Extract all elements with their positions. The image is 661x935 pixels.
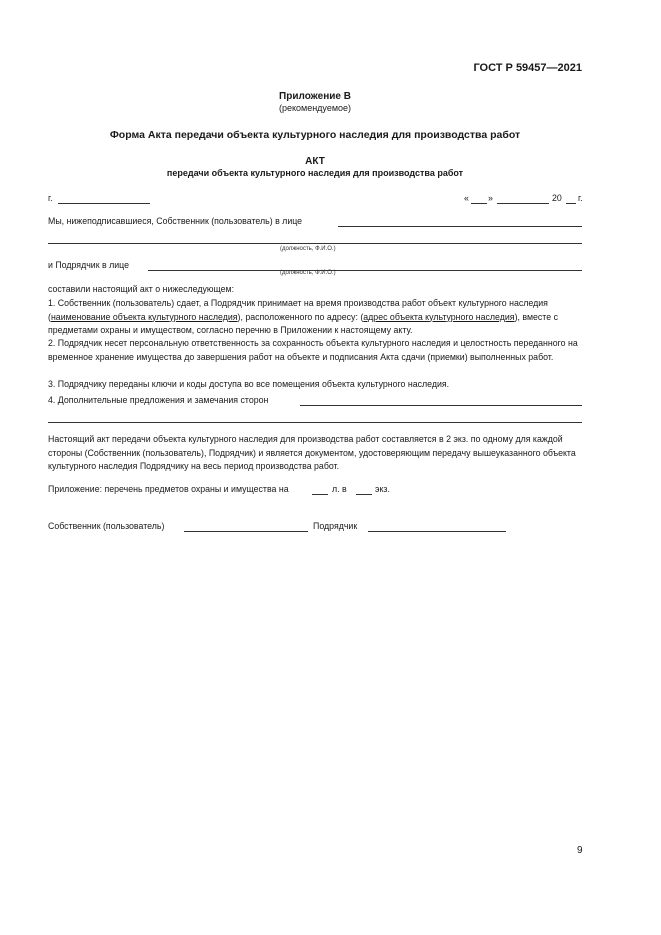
closing-paragraph: Настоящий акт передачи объекта культурного наследия для производства работ составляется в 2 экз. по одному для каждой стороны (Собственник (пользователь), Подрядчик) и является документом, удостоверяющим передачу вышеуказанного объекта культурного наследия Подрядчику на весь период производства работ. [48, 434, 576, 471]
remarks-field[interactable] [300, 405, 582, 406]
owner-row [48, 215, 582, 229]
act-title: АКТ [305, 156, 325, 167]
date-open: « [464, 193, 469, 203]
item-3: 3. Подрядчику переданы ключи и коды доступа во все помещения объекта культурного наследия. [48, 379, 450, 389]
attachment-copies-field[interactable] [356, 494, 372, 495]
attachment-prefix: Приложение: перечень предметов охраны и имущества на [48, 484, 289, 494]
year-field[interactable] [566, 203, 576, 204]
act-subtitle: передачи объекта культурного наследия для производства работ [166, 168, 464, 178]
form-title: Форма Акта передачи объекта культурного наследия для производства работ [109, 129, 521, 141]
place-date-row [48, 192, 582, 206]
appendix-note: (рекомендуемое) [278, 103, 352, 113]
contractor-signature-label: Подрядчик [313, 521, 358, 531]
attachment-copies-label: экз. [375, 484, 390, 494]
date-close: » [488, 193, 493, 203]
owner-signature-label: Собственник (пользователь) [48, 521, 165, 531]
standard-number: ГОСТ Р 59457—2021 [473, 62, 582, 74]
intro-text: составили настоящий акт о нижеследующем: [48, 284, 235, 294]
object-address-placeholder: адрес объекта культурного наследия [363, 311, 515, 322]
owner-label: Мы, нижеподписавшиеся, Собственник (пользователь) в лице [48, 216, 303, 226]
day-field[interactable] [471, 203, 487, 204]
owner-field[interactable] [338, 226, 582, 227]
item-4: 4. Дополнительные предложения и замечания сторон [48, 395, 269, 405]
contractor-caption: (должность, Ф.И.О.) [280, 270, 336, 276]
item-2: 2. Подрядчик несет персональную ответственность за сохранность объекта культурного наследия и целостность переданного на временное хранение имущества до завершения работ на объекте и подписания Акта сдачи (приемки) выполненных работ. [48, 338, 578, 362]
attachment-pages-field[interactable] [312, 494, 328, 495]
year-prefix: 20 [552, 193, 562, 203]
signature-row [48, 520, 582, 534]
remarks-field-continued[interactable] [48, 422, 582, 423]
contractor-field[interactable] [148, 270, 582, 271]
month-field[interactable] [497, 203, 549, 204]
owner-field-continued[interactable] [48, 243, 582, 244]
city-prefix: г. [48, 193, 53, 203]
page-number: 9 [577, 845, 583, 856]
year-suffix: г. [578, 193, 583, 203]
attachment-pages-label: л. в [332, 484, 347, 494]
attachment-row [48, 483, 582, 497]
appendix-title: Приложение В [279, 91, 351, 102]
city-field[interactable] [58, 203, 150, 204]
owner-signature-field[interactable] [184, 531, 308, 532]
object-name-placeholder: наименование объекта культурного наследия [50, 311, 238, 322]
contractor-signature-field[interactable] [368, 531, 506, 532]
owner-caption: (должность, Ф.И.О.) [280, 246, 336, 252]
item-4-row [48, 394, 582, 408]
item-1: 1. Собственник (пользователь) сдает, а Подрядчик принимает на время производства работ объект культурного наследия (наименование объекта культурного наследия), расположенного по адресу: (адрес объекта культурного наследия), вместе с предметами охраны и имуществом, согласно перечню в Приложении к настоящему акту. [48, 298, 558, 335]
contractor-label: и Подрядчик в лице [48, 260, 129, 270]
